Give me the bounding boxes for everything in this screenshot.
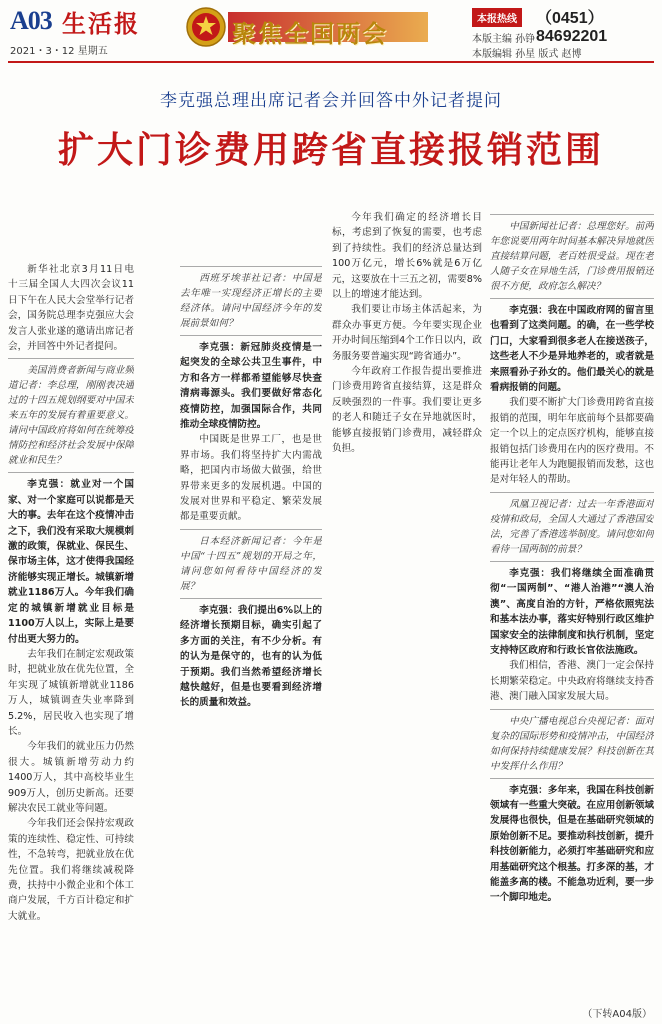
answer-paragraph: 今年我们确定的经济增长目标，考虑到了恢复的需要，也考虑到了持续性。我们的经济总量达到100万亿元，增长6%就是6万亿元，这要放在十三五之初，需要8%以上的增速才能达到。	[332, 212, 482, 301]
answer-paragraph: 我们要不断扩大门诊费用跨省直接报销的范围，明年年底前每个县都要确定一个以上的定点医疗机构，能够直接报销包括门诊费用在内的医疗费用。不能再让老年人为跑腿报销而发愁，这也是对年轻人的帮助。	[490, 397, 654, 486]
national-emblem-icon	[185, 6, 227, 48]
question-text: 中央广播电视总台央视记者：面对复杂的国际形势和疫情冲击，中国经济如何保持持续健康发展？科技创新在其中发挥什么作用？	[490, 715, 654, 772]
answer-paragraph: 今年我们的就业压力仍然很大。城镇新增劳动力约1400万人，其中高校毕业生909万人，创历史新高。还要解决农民工就业等问题。	[8, 741, 134, 814]
answer-text: 李克强：多年来，我国在科技创新领域有一些重大突破。在应用创新领域发展得也很快，但是在基础研究领域的原始创新不足。要推动科技创新，提升科技创新能力，必须打牢基础研究和应用基础研究这个根基。打多深的基，才能盖多高的楼。不能急功近利，要一步一个脚印地走。	[490, 784, 654, 904]
question-box	[180, 529, 322, 599]
question-text: 中国新闻社记者：总理您好。前两年您说要用两年时间基本解决异地就医直接结算问题，老百姓很受益。现在老人随子女在异地生活，门诊费用报销还很不方便，政府怎么解决？	[490, 221, 654, 292]
answer-paragraph: 去年我们在制定宏观政策时，把就业放在优先位置，全年实现了城镇新增就业1186万人，城镇调查失业率降到5.2%，居民收入也实现了增长。	[8, 648, 134, 737]
editor-credit-2: 本版编辑 孙星 版式 赵博	[472, 49, 582, 60]
editor-credit: 本版主编 孙铮	[472, 34, 536, 45]
page-number: A03	[10, 6, 52, 35]
hotline-number: （0451）84692201	[536, 10, 608, 45]
question-box	[8, 358, 134, 473]
question-box	[490, 492, 654, 562]
article-column-2	[180, 262, 322, 1024]
article-subtitle: 李克强总理出席记者会并回答中外记者提问	[160, 91, 502, 111]
answer-text: 李克强：我在中国政府网的留言里也看到了这类问题。的确，在一些学校门口，大家看到很多老人在接送孩子，这些老人不少是异地养老的，或者就是来照看孙子孙女的。他们最关心的就是看病报销的问题。	[490, 305, 654, 394]
hotline-label: 本报热线	[472, 8, 522, 27]
article-headline: 扩大门诊费用跨省直接报销范围	[57, 130, 604, 171]
answer-text: 李克强：我们将继续全面准确贯彻“一国两制”、“港人治港”“澳人治澳”、高度自治的方针，严格依照宪法和基本法办事，落实好特别行政区维护国家安全的法律制度和执行机制，坚定支持特区政府和行政长官依法施政。	[490, 567, 654, 656]
masthead-rule	[8, 61, 654, 63]
answer-text: 李克强：我们提出6%以上的经济增长预期目标，确实引起了多方面的关注，有不少分析。有的认为是保守的，也有的认为低于预期。我们当然希望经济增长越快越好，但是也要看到经济增长的质量和效益。	[180, 604, 322, 709]
question-box	[180, 266, 322, 336]
section-banner: 聚焦全国两会	[232, 19, 388, 48]
question-box	[490, 214, 654, 299]
article-column-1	[8, 262, 134, 1024]
answer-paragraph: 今年政府工作报告提出要推进门诊费用跨省直接结算，这是群众反映强烈的一件事。我们要让更多的老人和随迁子女在异地就医时，能够直接报销门诊费用，减轻群众负担。	[332, 366, 482, 455]
question-text: 西班牙埃菲社记者：中国是去年唯一实现经济正增长的主要经济体。请问中国经济今年的发展前景如何？	[180, 273, 322, 329]
article-column-4	[490, 210, 654, 1024]
newspaper-name: 生活报	[62, 9, 140, 38]
masthead	[0, 0, 662, 62]
question-text: 美国消费者新闻与商业频道记者：李总理，刚刚表决通过的十四五规划纲要对中国未来五年的发展有着重要意义。请问中国政府将如何在统筹疫情防控和经济社会发展中保障就业和民生？	[8, 365, 134, 467]
answer-paragraph: 今年我们还会保持宏观政策的连续性、稳定性、可持续性，不急转弯，把就业放在优先位置。我们将继续减税降费，扶持中小微企业和个体工商户发展，千方百计稳定和扩大就业。	[8, 818, 134, 922]
answer-paragraph: 我们要让市场主体活起来，为群众办事更方便。今年要实现企业开办时间压缩到4个工作日以内，政务服务要普遍实现“跨省通办”。	[332, 304, 482, 362]
question-text: 日本经济新闻记者：今年是中国“十四五”规划的开局之年，请问您如何看待中国经济的发展？	[180, 535, 322, 592]
answer-text: 李克强：就业对一个国家、对一个家庭可以说都是天大的事。去年在这个疫情冲击之下，我们没有采取大规模刺激的政策，保就业、保民生、保市场主体，这才使得我国经济能够实现正增长。城镇新增就业1186万人。今年我们确定的城镇新增就业目标是1100万人以上，实际上是要付出更大努力的。	[8, 479, 134, 645]
issue-date: 2021・3・12 星期五	[10, 46, 108, 57]
answer-paragraph: 中国既是世界工厂，也是世界市场。我们将坚持扩大内需战略，把国内市场做大做强，给世界带来更多的发展机遇。中国的发展对世界和平稳定、繁荣发展都是重要贡献。	[180, 434, 322, 523]
question-box	[490, 709, 654, 779]
answer-text: 李克强：新冠肺炎疫情是一起突发的全球公共卫生事件，中方和各方一样都希望能够尽快查清病毒源头。我们要做好常态化疫情防控，加强国际合作，共同推动全球疫情防控。	[180, 342, 322, 431]
continued-note: （下转A04版）	[582, 1009, 652, 1020]
question-text: 凤凰卫视记者：过去一年香港面对疫情和政局，全国人大通过了香港国安法，完善了香港选举制度。请问您如何看待一国两制的前景？	[490, 498, 654, 555]
article-lead: 新华社北京3月11日电 十三届全国人大四次会议11日下午在人民大会堂举行记者会，国务院总理李克强应大会发言人张业遂的邀请出席记者会，并回答中外记者提问。	[8, 264, 134, 353]
article-column-3	[332, 210, 482, 1024]
answer-paragraph: 我们相信，香港、澳门一定会保持长期繁荣稳定。中央政府将继续支持香港、澳门融入国家发展大局。	[490, 660, 654, 703]
